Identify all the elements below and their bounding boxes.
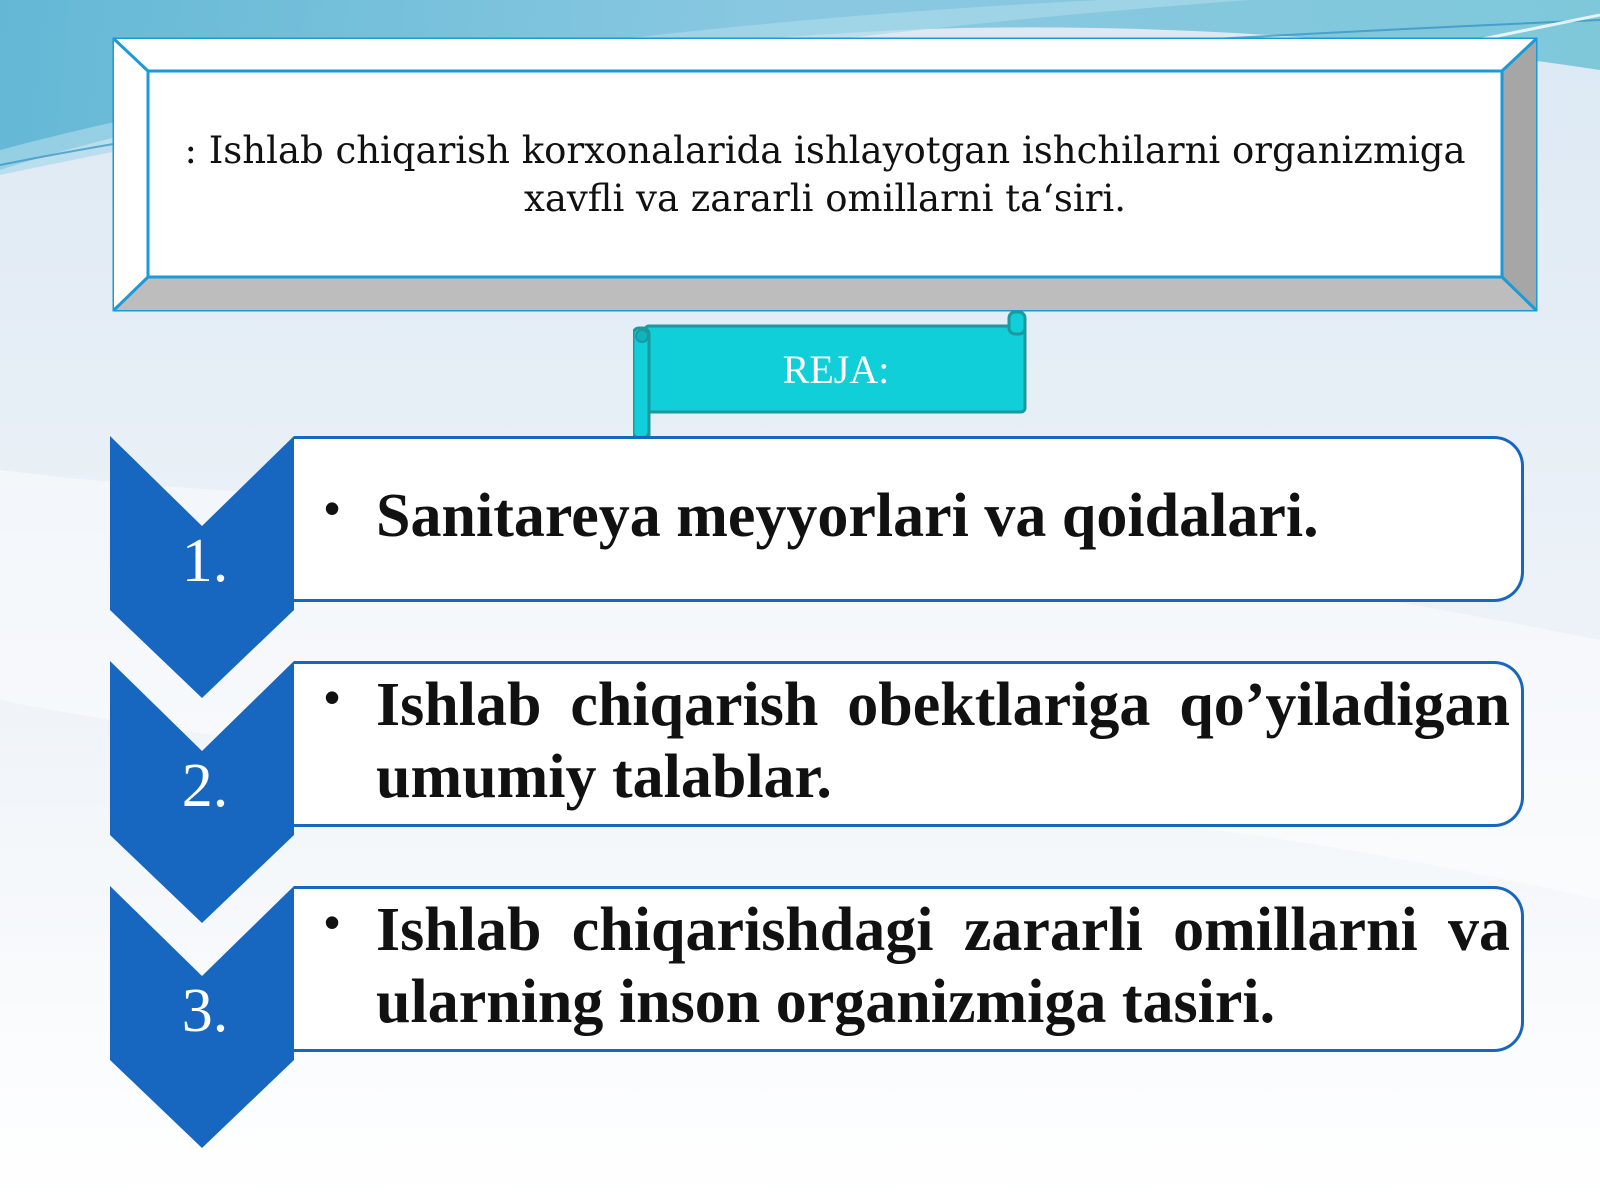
bullet-icon: • — [324, 482, 341, 534]
item-number: 1. — [181, 527, 229, 595]
item-number: 3. — [181, 977, 229, 1045]
bullet-icon: • — [324, 671, 341, 723]
item-content — [324, 480, 1510, 552]
plan-banner — [633, 310, 1027, 440]
item-number: 2. — [181, 752, 229, 820]
bullet-icon: • — [324, 896, 341, 948]
item-text: Ishlab chiqarishdagi zararli omillarni va ularning inson organizmiga tasiri. — [376, 896, 1510, 1036]
plan-label: REJA: — [782, 346, 890, 392]
item-text: Sanitareya meyyorlari va qoidalari. — [376, 482, 1319, 550]
item-content — [324, 894, 1510, 1038]
item-text: Ishlab chiqarish obektlariga qo’yiladigan umumiy talablar. — [376, 671, 1510, 811]
slide-title: : Ishlab chiqarish korxonalarida ishlayotgan ishchilarni organizmiga xavfli va zararli omillarni ta‘siri. — [184, 129, 1466, 220]
item-content — [324, 669, 1510, 813]
